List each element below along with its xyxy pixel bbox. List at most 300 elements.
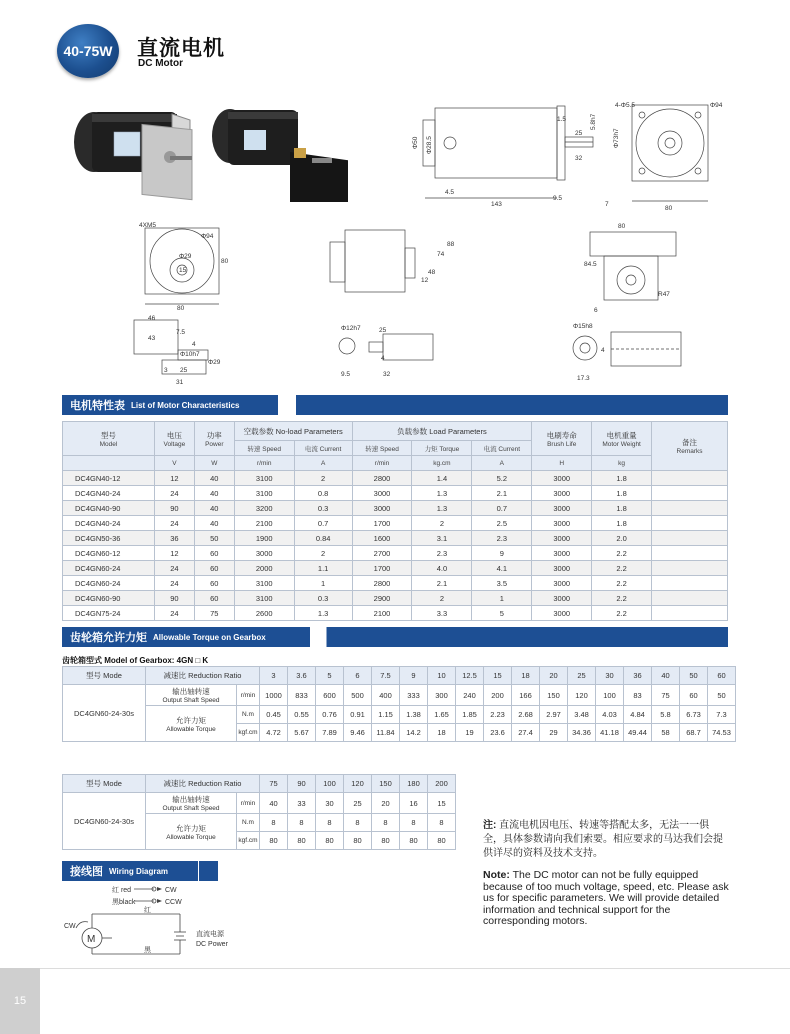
table-cell: 2 <box>412 516 472 531</box>
table-cell: DC4GN60-90 <box>63 591 155 606</box>
torque-cell: 19 <box>456 724 484 742</box>
torque-cell: 9.46 <box>344 724 372 742</box>
torque-cell: 80 <box>372 832 400 850</box>
table-cell: 3100 <box>234 486 294 501</box>
dim-shaft-b-9-5: 9.5 <box>341 371 351 378</box>
table-cell: 2.2 <box>592 546 652 561</box>
torque-cell: 1000 <box>260 685 288 706</box>
table-cell: 1900 <box>234 531 294 546</box>
table-cell: DC4GN60-24 <box>63 561 155 576</box>
table-cell <box>652 486 728 501</box>
table-cell: 3000 <box>532 531 592 546</box>
col-remarks: 备注 Remarks <box>652 422 728 471</box>
dim-shaft-c-4: 4 <box>601 347 605 354</box>
table-cell: 3000 <box>532 591 592 606</box>
dim-4-phi5-5: 4-Φ5.5 <box>615 102 636 109</box>
col-load: 负载参数 Load Parameters <box>352 422 532 441</box>
wire-hong-label: 红 <box>144 907 151 914</box>
table-cell: 3100 <box>234 591 294 606</box>
table-cell: 2.2 <box>592 591 652 606</box>
table-cell: 40 <box>194 486 234 501</box>
table-cell: 0.3 <box>294 501 352 516</box>
table-row <box>63 546 728 561</box>
dim-88: 88 <box>447 241 455 248</box>
torque-cell: 7.3 <box>708 706 736 724</box>
motor-characteristics-bar <box>62 395 728 415</box>
table-cell: 3.3 <box>412 606 472 621</box>
table-cell: 3000 <box>352 486 412 501</box>
table-cell <box>652 546 728 561</box>
table-cell: 1.8 <box>592 501 652 516</box>
col-load-speed: 转速 Speed <box>352 441 412 456</box>
motor-characteristics-title-en: List of Motor Characteristics <box>131 400 240 410</box>
unit-rmin: r/min <box>237 685 260 706</box>
dim-phi15h8: Φ15h8 <box>573 323 593 330</box>
torque-cell: 200 <box>428 775 456 793</box>
table-cell: 2.2 <box>592 561 652 576</box>
torque-cell: 40 <box>652 667 680 685</box>
ratio-header: 减速比 Reduction Ratio <box>146 667 260 685</box>
torque-cell: 23.6 <box>484 724 512 742</box>
torque-cell: 120 <box>344 775 372 793</box>
torque-cell: 3 <box>260 667 288 685</box>
torque-cell: 80 <box>260 832 288 850</box>
dim-9-5: 9.5 <box>553 195 563 202</box>
gearbox-model: DC4GN60-24-30s <box>63 685 146 742</box>
col-load-current: 电流 Current <box>472 441 532 456</box>
table-cell: 90 <box>154 501 194 516</box>
dim-7: 7 <box>605 201 609 208</box>
torque-cell: 33 <box>288 793 316 814</box>
table-cell: 2600 <box>234 606 294 621</box>
table-cell: 36 <box>154 531 194 546</box>
torque-cell: 1.15 <box>372 706 400 724</box>
dim-4xm5: 4XM5 <box>139 222 156 229</box>
torque-cell: 200 <box>484 685 512 706</box>
table-cell: 0.84 <box>294 531 352 546</box>
table-cell: 2.1 <box>412 576 472 591</box>
table-cell: DC4GN40-90 <box>63 501 155 516</box>
unit-kgf: kgf.cm <box>237 724 260 742</box>
table-row <box>63 501 728 516</box>
table-cell: 1.3 <box>294 606 352 621</box>
dim-7-5: 7.5 <box>176 329 186 336</box>
gearbox-torque-table-1 <box>62 666 736 742</box>
dim-43: 43 <box>148 335 156 342</box>
torque-nm-row <box>63 706 736 724</box>
torque-cell: 30 <box>596 667 624 685</box>
torque-cell: 300 <box>428 685 456 706</box>
speed-label: 输出轴转速 Output Shaft Speed <box>146 793 237 814</box>
wire-cw-label: CW <box>165 887 177 894</box>
torque-cell: 11.84 <box>372 724 400 742</box>
torque-cell: 20 <box>372 793 400 814</box>
col-voltage: 电压 Voltage <box>154 422 194 456</box>
torque-cell: 400 <box>372 685 400 706</box>
table-cell: 3000 <box>532 561 592 576</box>
wire-red-label: 红 red <box>112 887 132 894</box>
unit-kgf: kgf.cm <box>237 832 260 850</box>
table-cell: 60 <box>194 546 234 561</box>
dim-17-3: 17.3 <box>577 375 590 382</box>
torque-cell: 8 <box>316 814 344 832</box>
table-cell: 2.1 <box>472 486 532 501</box>
col-brush-life: 电刷寿命 Brush Life <box>532 422 592 456</box>
torque-cell: 0.55 <box>288 706 316 724</box>
torque-cell: 4.03 <box>596 706 624 724</box>
table-row <box>63 486 728 501</box>
torque-cell: 18 <box>512 667 540 685</box>
shaft-b-drawing <box>335 322 450 382</box>
table-cell: 3000 <box>352 501 412 516</box>
gearbox-torque-title-en: Allowable Torque on Gearbox <box>153 632 266 642</box>
dim-5-8h7: 5.8h7 <box>590 113 597 130</box>
torque-cell: 80 <box>400 832 428 850</box>
torque-cell: 50 <box>708 685 736 706</box>
table-cell: 5.2 <box>472 471 532 486</box>
table-cell: 9 <box>472 546 532 561</box>
table-cell <box>652 516 728 531</box>
rotation-cw-label: CW <box>64 923 76 930</box>
dim-1-5: 1.5 <box>557 116 567 123</box>
dim-shaft-a-phi29: Φ29 <box>208 359 221 366</box>
dim-phi94: Φ94 <box>710 102 723 109</box>
dim-phi28: Φ28.5 <box>426 136 433 154</box>
torque-cell: 5 <box>316 667 344 685</box>
torque-cell: 30 <box>316 793 344 814</box>
dim-74: 74 <box>437 251 445 258</box>
gearbox-model: DC4GN60-24-30s <box>63 793 146 850</box>
table-cell: 1.8 <box>592 486 652 501</box>
table-cell: 3000 <box>234 546 294 561</box>
gearbox-torque-table-2 <box>62 774 456 850</box>
torque-cell: 50 <box>680 667 708 685</box>
dim-gb-15: 15 <box>179 267 187 274</box>
torque-cell: 25 <box>344 793 372 814</box>
table-cell: 2100 <box>234 516 294 531</box>
col-motor-weight: 电机重量 Motor Weight <box>592 422 652 456</box>
table-cell: 1 <box>294 576 352 591</box>
torque-cell: 25 <box>568 667 596 685</box>
table-cell: 0.7 <box>472 501 532 516</box>
table-row <box>63 591 728 606</box>
torque-label: 允许力矩 Allowable Torque <box>146 814 237 850</box>
torque-cell: 8 <box>288 814 316 832</box>
table-cell: DC4GN60-12 <box>63 546 155 561</box>
torque-cell: 3.6 <box>288 667 316 685</box>
table-cell: 2 <box>412 591 472 606</box>
table-cell: 90 <box>154 591 194 606</box>
torque-cell: 9 <box>400 667 428 685</box>
torque-cell: 8 <box>372 814 400 832</box>
wire-ccw-label: CCW <box>165 899 182 906</box>
table-cell: 12 <box>154 546 194 561</box>
footer-line <box>40 968 790 969</box>
speed-label: 输出轴转速 Output Shaft Speed <box>146 685 237 706</box>
table-cell <box>652 606 728 621</box>
torque-cell: 80 <box>316 832 344 850</box>
dim-80: 80 <box>665 205 673 210</box>
torque-cell: 49.44 <box>624 724 652 742</box>
dim-46: 46 <box>148 315 156 322</box>
motor-characteristics-title-cn: 电机特性表 <box>70 400 125 412</box>
dc-power-en: DC Power <box>196 941 228 948</box>
torque-cell: 36 <box>624 667 652 685</box>
note-cn: 注: 直流电机因电压、转速等搭配太多，无法一一俱全，具体参数请向我们索要。相应要求的马达我们会提供详尽的资料及技术支持。 <box>483 820 723 859</box>
dim-phi73: Φ73h7 <box>613 128 620 148</box>
table-row <box>63 531 728 546</box>
dim-bracket-6: 6 <box>594 307 598 314</box>
torque-cell: 1.38 <box>400 706 428 724</box>
ratio-header: 减速比 Reduction Ratio <box>146 775 260 793</box>
torque-cell: 8 <box>400 814 428 832</box>
dim-shaft-a-3: 3 <box>164 367 168 374</box>
wire-black-label: 黑black <box>112 899 136 906</box>
torque-cell: 600 <box>316 685 344 706</box>
table-cell: 40 <box>194 516 234 531</box>
torque-cell: 150 <box>372 775 400 793</box>
table-cell: 0.3 <box>294 591 352 606</box>
torque-cell: 34.36 <box>568 724 596 742</box>
torque-cell: 27.4 <box>512 724 540 742</box>
col-power: 功率 Power <box>194 422 234 456</box>
dim-gb-80-right: 80 <box>221 258 229 265</box>
torque-cell: 2.97 <box>540 706 568 724</box>
torque-cell: 18 <box>428 724 456 742</box>
torque-cell: 7.89 <box>316 724 344 742</box>
torque-cell: 20 <box>540 667 568 685</box>
dim-4-5: 4.5 <box>445 189 455 196</box>
table-cell: 3000 <box>532 501 592 516</box>
torque-cell: 3.48 <box>568 706 596 724</box>
table-cell: 1.3 <box>412 486 472 501</box>
table-cell <box>652 561 728 576</box>
dim-r47: R47 <box>658 291 670 298</box>
dim-shaft-b-4: 4 <box>381 355 385 362</box>
table-cell: 2100 <box>352 606 412 621</box>
dim-shaft-b-32: 32 <box>383 371 391 378</box>
torque-cell: 75 <box>260 775 288 793</box>
table-cell: 3100 <box>234 576 294 591</box>
dim-gb-phi29: Φ29 <box>179 253 192 260</box>
table-row <box>63 561 728 576</box>
table-cell: 3000 <box>532 606 592 621</box>
table-cell: 3100 <box>234 471 294 486</box>
table-cell <box>652 501 728 516</box>
gearbox-torque-bar <box>62 627 728 647</box>
torque-cell: 16 <box>400 793 428 814</box>
table-cell: 3000 <box>532 576 592 591</box>
table-cell: 2800 <box>352 471 412 486</box>
wiring-title-cn: 接线图 <box>70 866 103 878</box>
motor-characteristics-table <box>62 421 728 621</box>
table-cell: 60 <box>194 576 234 591</box>
torque-cell: 1.85 <box>456 706 484 724</box>
torque-cell: 6 <box>344 667 372 685</box>
units-row: V W r/min A r/min kg.cm A H kg <box>63 456 728 471</box>
dim-shaft-a-25: 25 <box>180 367 188 374</box>
table-cell: 12 <box>154 471 194 486</box>
col-noload: 空载参数 No-load Parameters <box>234 422 352 441</box>
torque-cell: 8 <box>344 814 372 832</box>
table-cell: 75 <box>194 606 234 621</box>
table-cell: 1600 <box>352 531 412 546</box>
dim-phi12h7: Φ12h7 <box>341 325 361 332</box>
torque-cell: 500 <box>344 685 372 706</box>
dim-phi10h7: Φ10h7 <box>180 351 200 358</box>
table-cell: 24 <box>154 561 194 576</box>
torque-cell: 10 <box>428 667 456 685</box>
torque-cell: 150 <box>540 685 568 706</box>
dim-32: 32 <box>575 155 583 162</box>
torque-cell: 60 <box>708 667 736 685</box>
table-cell: 0.7 <box>294 516 352 531</box>
torque-cell: 12.5 <box>456 667 484 685</box>
table-cell: 3200 <box>234 501 294 516</box>
torque-cell: 100 <box>316 775 344 793</box>
table-cell: 24 <box>154 486 194 501</box>
bracket-drawing <box>580 218 690 316</box>
model-header: 型号 Mode <box>63 667 146 685</box>
table-cell: 60 <box>194 591 234 606</box>
torque-label: 允许力矩 Allowable Torque <box>146 706 237 742</box>
motor-photo-gearbox <box>212 109 348 202</box>
dim-48: 48 <box>428 269 436 276</box>
table-cell: 1.8 <box>592 471 652 486</box>
table-cell: 24 <box>154 606 194 621</box>
torque-cell: 68.7 <box>680 724 708 742</box>
torque-cell: 7.5 <box>372 667 400 685</box>
torque-cell: 0.45 <box>260 706 288 724</box>
table-cell: 0.8 <box>294 486 352 501</box>
table-cell: DC4GN40-12 <box>63 471 155 486</box>
dim-phi50: Φ50 <box>412 136 419 149</box>
dim-84-5: 84.5 <box>584 261 597 268</box>
table-cell: 2.2 <box>592 576 652 591</box>
table-cell: 24 <box>154 576 194 591</box>
col-noload-speed: 转速 Speed <box>234 441 294 456</box>
table-cell: DC4GN50-36 <box>63 531 155 546</box>
dim-143: 143 <box>491 201 502 208</box>
table-cell: 3000 <box>532 516 592 531</box>
table-cell: 1.4 <box>412 471 472 486</box>
table-cell: 2.5 <box>472 516 532 531</box>
torque-cell: 80 <box>288 832 316 850</box>
dim-12: 12 <box>421 277 429 284</box>
gearbox-model-label: 齿轮箱型式 Model of Gearbox: 4GN □ K <box>62 656 209 665</box>
ratio-row <box>63 775 456 793</box>
table-cell: DC4GN75-24 <box>63 606 155 621</box>
table-cell: 60 <box>194 561 234 576</box>
power-range-badge: 40-75W <box>57 24 119 78</box>
table-cell: 3000 <box>532 471 592 486</box>
table-cell: 2800 <box>352 576 412 591</box>
col-load-torque: 力矩 Torque <box>412 441 472 456</box>
table-cell: 3000 <box>532 486 592 501</box>
table-cell: 40 <box>194 501 234 516</box>
table-cell: DC4GN40-24 <box>63 516 155 531</box>
torque-cell: 2.68 <box>512 706 540 724</box>
table-cell: 2 <box>294 546 352 561</box>
note-en: Note: The DC motor can not be fully equipped because of too much voltage, speed, etc. Please ask us for specific parameters. We will provide detailed information and technical support for the corresponding motors. <box>483 869 729 927</box>
torque-cell: 5.8 <box>652 706 680 724</box>
table-cell: 2900 <box>352 591 412 606</box>
torque-cell: 833 <box>288 685 316 706</box>
torque-cell: 40 <box>260 793 288 814</box>
page-title-cn: 直流电机 <box>137 37 225 60</box>
motor-dimension-drawing <box>405 98 730 210</box>
torque-cell: 5.67 <box>288 724 316 742</box>
table-cell: 1700 <box>352 516 412 531</box>
wiring-diagram-bar <box>62 861 218 881</box>
table-cell: 24 <box>154 516 194 531</box>
torque-cell: 29 <box>540 724 568 742</box>
torque-cell: 6.73 <box>680 706 708 724</box>
dim-gb-80-bottom: 80 <box>177 305 185 310</box>
torque-cell: 120 <box>568 685 596 706</box>
unit-nm: N.m <box>237 706 260 724</box>
table-cell: 3.5 <box>472 576 532 591</box>
table-cell: 3.1 <box>412 531 472 546</box>
torque-cell: 75 <box>652 685 680 706</box>
table-cell: 2.0 <box>592 531 652 546</box>
table-cell: DC4GN40-24 <box>63 486 155 501</box>
wire-hei-label: 黑 <box>144 947 151 954</box>
table-cell: 2.3 <box>472 531 532 546</box>
table-row <box>63 471 728 486</box>
table-cell: 50 <box>194 531 234 546</box>
table-cell: 40 <box>194 471 234 486</box>
torque-cell: 41.18 <box>596 724 624 742</box>
ratio-row <box>63 667 736 685</box>
torque-cell: 0.76 <box>316 706 344 724</box>
motor-photo-plain <box>74 112 192 200</box>
torque-cell: 100 <box>596 685 624 706</box>
table-cell: 1 <box>472 591 532 606</box>
dim-shaft-a-4: 4 <box>192 341 196 348</box>
model-header: 型号 Mode <box>63 775 146 793</box>
shaft-c-drawing <box>565 320 695 384</box>
table-cell <box>652 576 728 591</box>
table-cell: 1.1 <box>294 561 352 576</box>
shaft-a-drawing <box>130 312 230 388</box>
torque-cell: 180 <box>400 775 428 793</box>
torque-cell: 74.53 <box>708 724 736 742</box>
gearbox-torque-title-cn: 齿轮箱允许力矩 <box>70 632 147 644</box>
torque-cell: 4.72 <box>260 724 288 742</box>
dim-31: 31 <box>176 379 184 386</box>
table-row <box>63 516 728 531</box>
torque-cell: 240 <box>456 685 484 706</box>
table-cell: 4.1 <box>472 561 532 576</box>
dim-gb-phi94: Φ94 <box>201 233 214 240</box>
page-title-en: DC Motor <box>138 58 183 69</box>
torque-cell: 14.2 <box>400 724 428 742</box>
dim-bracket-80: 80 <box>618 223 626 230</box>
torque-cell: 333 <box>400 685 428 706</box>
torque-cell: 1.65 <box>428 706 456 724</box>
table-cell: 2000 <box>234 561 294 576</box>
wiring-diagram <box>62 880 262 960</box>
dim-25: 25 <box>575 130 583 137</box>
col-noload-current: 电流 Current <box>294 441 352 456</box>
table-cell: 2700 <box>352 546 412 561</box>
page-number: 15 <box>0 968 40 1034</box>
table-cell <box>652 531 728 546</box>
table-cell: 2.2 <box>592 606 652 621</box>
motor-symbol: M <box>87 934 96 945</box>
table-cell: 5 <box>472 606 532 621</box>
